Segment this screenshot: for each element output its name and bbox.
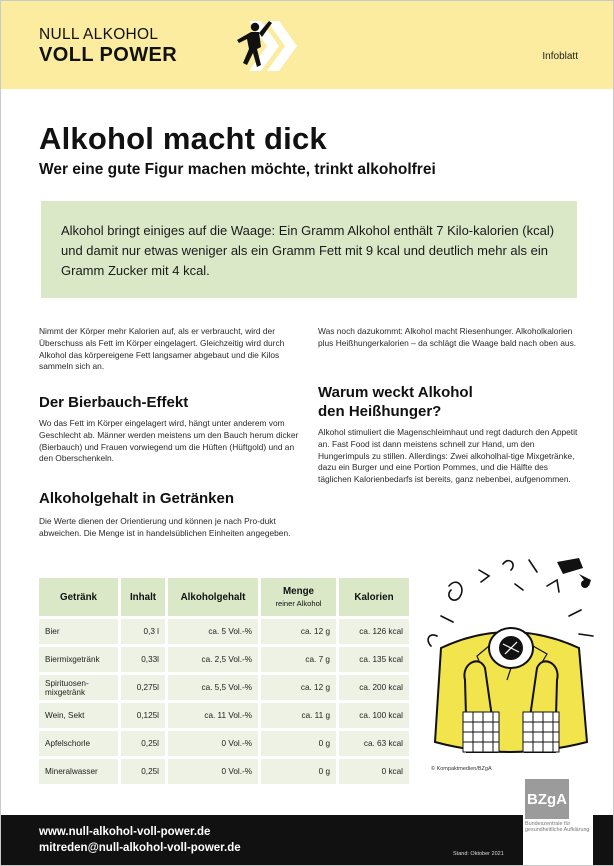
brand-logo [39, 25, 177, 66]
document-type-label: Infoblatt [542, 51, 578, 62]
right-paragraph-2: Alkohol stimuliert die Magenschleimhaut und regt dadurch den Appetit an. Fast Food ist dann meistens schnell zur Hand, um den Hungerimpuls zu stillen. Allerdings: Zwei alkoholhal-tige Mixgetränke, dazu ein Burger und eine Portion Pommes, und die Hälfte des täglichen Kalorienbedarfs ist bereits, ganz nebenbei, aufgenommen. [318, 427, 578, 485]
heading-heisshunger-line-1: Warum weckt Alkohol [318, 384, 473, 401]
table-row [39, 619, 409, 644]
cell-menge: ca. 11 g [261, 703, 336, 728]
cell-alkoholgehalt: ca. 11 Vol.-% [168, 703, 258, 728]
table-row [39, 675, 409, 700]
left-paragraph-1: Nimmt der Körper mehr Kalorien auf, als er verbraucht, wird der Überschuss als Fett im Körper eingelagert. Gleichzeitig wird durch Alkohol das körpereigene Fett langsamer abgebaut und die Kilos sammeln sich an. [39, 326, 285, 372]
left-paragraph-3: Die Werte dienen der Orientierung und können je nach Pro-dukt abweichen. Die Menge ist in handelsüblichen Einheiten angegeben. [39, 516, 291, 538]
heading-heisshunger [318, 383, 473, 421]
table-header-row [39, 578, 409, 616]
cell-alkoholgehalt: ca. 5,5 Vol.-% [168, 675, 258, 700]
cell-getraenk: Bier [39, 619, 118, 644]
beverage-table [39, 575, 413, 787]
cell-kalorien: ca. 135 kcal [339, 647, 409, 672]
bathroom-scale-illustration-icon [419, 556, 601, 766]
header-menge-sublabel: reiner Alkohol [275, 599, 322, 608]
cell-kalorien: ca. 200 kcal [339, 675, 409, 700]
intro-box [41, 201, 577, 298]
cell-getraenk: Spirituosen-mixgetränk [39, 675, 118, 700]
cell-kalorien: ca. 126 kcal [339, 619, 409, 644]
table-row [39, 703, 409, 728]
heading-alkoholgehalt: Alkoholgehalt in Getränken [39, 490, 235, 507]
illustration-credit: © Kompaktmedien/BZgA [431, 766, 492, 772]
page-title: Alkohol macht dick [39, 121, 327, 156]
heading-bierbauch: Der Bierbauch-Effekt [39, 394, 189, 411]
cell-menge: 0 g [261, 759, 336, 784]
cell-kalorien: ca. 100 kcal [339, 703, 409, 728]
intro-text: Alkohol bringt einiges auf die Waage: Ein Gramm Alkohol enthält 7 Kilo-kalorien (kcal) und damit nur etwas weniger als ein Gramm Fett mit 9 kcal und deutlich mehr als ein Gramm Zucker mit 4 kcal. [61, 223, 555, 278]
bzga-logo-mark: BZgA [525, 779, 569, 819]
cell-inhalt: 0,275l [121, 675, 165, 700]
brand-line-2: VOLL POWER [39, 44, 178, 66]
right-paragraph-1: Was noch dazukommt: Alkohol macht Riesenhunger. Alkoholkalorien plus Heißhungerkalorien – da schlägt die Waage bald nach oben aus. [318, 326, 577, 348]
cell-getraenk: Biermixgetränk [39, 647, 118, 672]
left-paragraph-2: Wo das Fett im Körper eingelagert wird, hängt unter anderem vom Geschlecht ab. Männer werden meistens um den Bauch herum dicker (Bierbauch) und Frauen vorwiegend um die Hüften (Hüftgold) und an den Oberschenkeln. [39, 418, 299, 464]
bzga-logo-text: Bundeszentrale für gesundheitliche Aufklärung [525, 821, 590, 834]
cell-menge: 0 g [261, 731, 336, 756]
cell-getraenk: Wein, Sekt [39, 703, 118, 728]
cell-inhalt: 0,125l [121, 703, 165, 728]
table-row [39, 759, 409, 784]
email-link[interactable]: mitreden@null-alkohol-voll-power.de [39, 842, 241, 854]
jumping-figure-logo-icon [191, 13, 301, 79]
cell-menge: ca. 7 g [261, 647, 336, 672]
header-menge [261, 578, 336, 616]
brand-line-1: NULL ALKOHOL [39, 26, 159, 43]
cell-alkoholgehalt: ca. 5 Vol.-% [168, 619, 258, 644]
cell-inhalt: 0,25l [121, 731, 165, 756]
header-getraenk: Getränk [39, 578, 118, 616]
cell-getraenk: Apfelschorle [39, 731, 118, 756]
header-band [1, 1, 614, 89]
cell-getraenk: Mineralwasser [39, 759, 118, 784]
bzga-logo [523, 779, 593, 866]
cell-menge: ca. 12 g [261, 675, 336, 700]
cell-inhalt: 0,3 l [121, 619, 165, 644]
cell-inhalt: 0,33l [121, 647, 165, 672]
table-row [39, 647, 409, 672]
cell-inhalt: 0,25l [121, 759, 165, 784]
cell-alkoholgehalt: 0 Vol.-% [168, 759, 258, 784]
document-date: Stand: Oktober 2021 [453, 851, 504, 857]
cell-menge: ca. 12 g [261, 619, 336, 644]
cell-kalorien: 0 kcal [339, 759, 409, 784]
header-menge-label: Menge [282, 586, 315, 597]
header-alkoholgehalt: Alkoholgehalt [168, 578, 258, 616]
table-row [39, 731, 409, 756]
cell-alkoholgehalt: 0 Vol.-% [168, 731, 258, 756]
cell-kalorien: ca. 63 kcal [339, 731, 409, 756]
cell-alkoholgehalt: ca. 2,5 Vol.-% [168, 647, 258, 672]
heading-heisshunger-line-2: den Heißhunger? [318, 403, 442, 420]
header-inhalt: Inhalt [121, 578, 165, 616]
header-kalorien: Kalorien [339, 578, 409, 616]
website-link[interactable]: www.null-alkohol-voll-power.de [39, 826, 211, 838]
page-subtitle: Wer eine gute Figur machen möchte, trinkt alkoholfrei [39, 161, 436, 178]
